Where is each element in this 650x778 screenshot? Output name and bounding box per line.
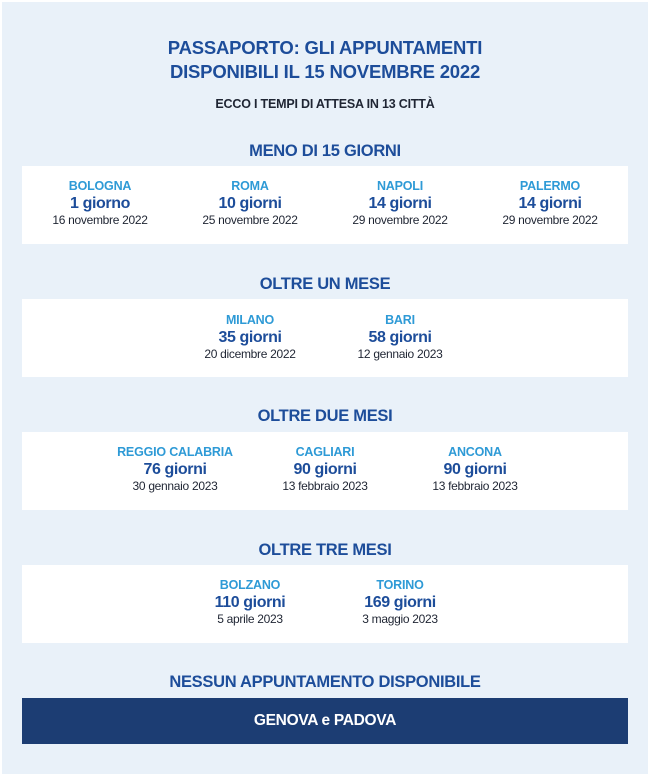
city-appointment-date: 13 febbraio 2023 <box>282 479 368 493</box>
section-box-over-three-months <box>22 565 628 643</box>
city-wait-days: 10 giorni <box>218 195 282 212</box>
city-wait-days: 169 giorni <box>364 594 436 611</box>
city-appointment-date: 12 gennaio 2023 <box>357 347 443 361</box>
city-wait-days: 14 giorni <box>518 195 582 212</box>
infographic-title <box>0 36 650 84</box>
section-heading-over-one-month: OLTRE UN MESE <box>259 275 391 293</box>
city-card-napoli <box>320 179 480 228</box>
city-name: BARI <box>385 313 415 327</box>
city-wait-days: 14 giorni <box>368 195 432 212</box>
city-card-bolzano <box>170 578 330 627</box>
city-wait-days: 58 giorni <box>368 329 432 346</box>
city-appointment-date: 20 dicembre 2022 <box>204 347 296 361</box>
section-heading-less-15-days: MENO DI 15 GIORNI <box>249 142 401 160</box>
section-heading-over-two-months: OLTRE DUE MESI <box>257 407 393 425</box>
city-wait-days: 90 giorni <box>293 461 357 478</box>
city-appointment-date: 16 novembre 2022 <box>52 213 148 227</box>
city-card-cagliari <box>245 445 405 494</box>
section-box-over-two-months <box>22 432 628 510</box>
no-appointments-cities-bar: GENOVA e PADOVA <box>22 698 628 744</box>
city-name: NAPOLI <box>376 179 424 193</box>
section-heading-over-three-months: OLTRE TRE MESI <box>258 541 392 559</box>
city-wait-days: 1 giorno <box>70 195 130 212</box>
infographic-background <box>2 2 648 774</box>
city-card-roma <box>170 179 330 228</box>
city-appointment-date: 30 gennaio 2023 <box>132 479 218 493</box>
city-card-reggio-calabria <box>95 445 255 494</box>
city-name: MILANO <box>225 313 275 327</box>
title-line-2: DISPONIBILI IL 15 NOVEMBRE 2022 <box>169 61 481 82</box>
city-card-palermo <box>470 179 630 228</box>
city-name: PALERMO <box>519 179 581 193</box>
city-appointment-date: 29 novembre 2022 <box>502 213 598 227</box>
city-appointment-date: 29 novembre 2022 <box>352 213 448 227</box>
section-box-less-15-days <box>22 166 628 244</box>
city-card-ancona <box>395 445 555 494</box>
city-name: BOLOGNA <box>68 179 132 193</box>
infographic-subtitle: ECCO I TEMPI DI ATTESA IN 13 CITTÀ <box>215 97 435 111</box>
city-name: BOLZANO <box>219 578 281 592</box>
city-card-bari <box>320 313 480 362</box>
city-appointment-date: 13 febbraio 2023 <box>432 479 518 493</box>
city-wait-days: 110 giorni <box>214 594 286 611</box>
city-appointment-date: 25 novembre 2022 <box>202 213 298 227</box>
city-wait-days: 76 giorni <box>143 461 207 478</box>
city-name: ANCONA <box>448 445 502 459</box>
section-heading-no-appointments: NESSUN APPUNTAMENTO DISPONIBILE <box>169 673 481 691</box>
city-name: REGGIO CALABRIA <box>117 445 233 459</box>
city-appointment-date: 5 aprile 2023 <box>217 612 283 626</box>
city-card-bologna <box>20 179 180 228</box>
section-box-over-one-month <box>22 299 628 377</box>
city-wait-days: 35 giorni <box>218 329 282 346</box>
city-card-milano <box>170 313 330 362</box>
city-appointment-date: 3 maggio 2023 <box>362 612 438 626</box>
city-wait-days: 90 giorni <box>443 461 507 478</box>
city-name: CAGLIARI <box>295 445 355 459</box>
city-name: ROMA <box>231 179 269 193</box>
city-card-torino <box>320 578 480 627</box>
city-name: TORINO <box>376 578 424 592</box>
title-line-1: PASSAPORTO: GLI APPUNTAMENTI <box>167 37 483 58</box>
